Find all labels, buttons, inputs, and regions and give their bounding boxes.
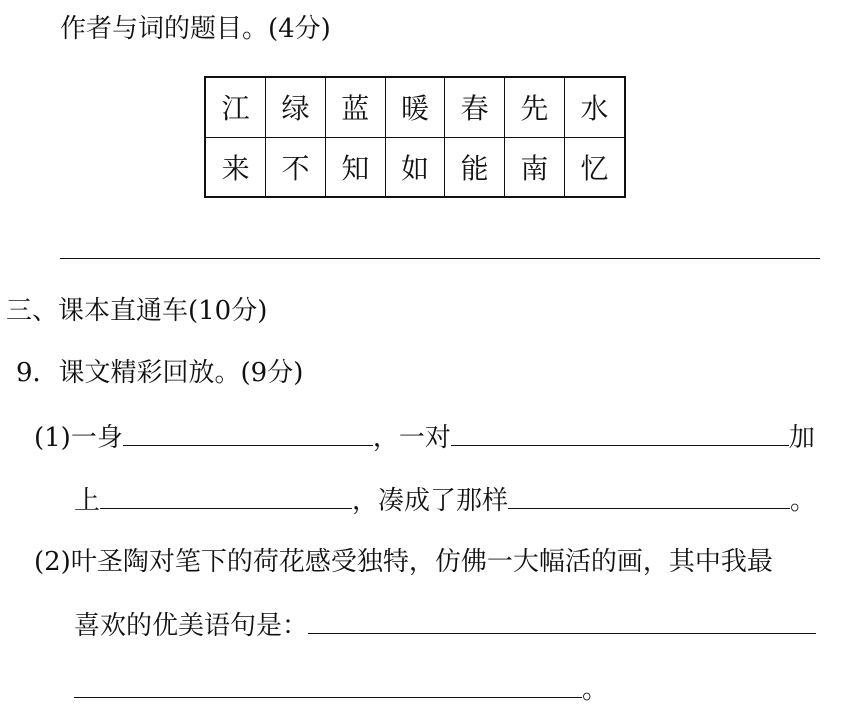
fill-blank[interactable] xyxy=(123,419,373,446)
answer-line[interactable] xyxy=(60,258,820,259)
grid-cell: 能 xyxy=(445,137,505,196)
fill-blank[interactable] xyxy=(508,482,790,509)
grid-cell: 不 xyxy=(266,137,326,196)
grid-row-2 xyxy=(206,137,624,196)
grid-cell: 先 xyxy=(505,78,565,137)
subquestion-1-text: ，一对 xyxy=(372,423,451,453)
grid-row-1 xyxy=(206,78,624,137)
fill-blank[interactable] xyxy=(451,419,789,446)
subquestion-2-text: (2)叶圣陶对笔下的荷花感受独特，仿佛一大幅活的画，其中我最 xyxy=(34,547,773,577)
subquestion-1-text: 。 xyxy=(790,486,817,516)
subquestion-2-line-3 xyxy=(74,671,608,707)
subquestion-2-line-1 xyxy=(34,545,773,579)
grid-cell: 蓝 xyxy=(325,78,385,137)
subquestion-2-text: 。 xyxy=(582,675,609,705)
grid-cell: 知 xyxy=(325,137,385,196)
grid-cell: 水 xyxy=(564,78,624,137)
section-heading-text: 三、课本直通车(10分) xyxy=(6,296,268,326)
subquestion-1-text: 上 xyxy=(74,486,101,516)
subquestion-1-text: 加 xyxy=(788,423,815,453)
grid-cell: 如 xyxy=(385,137,445,196)
subquestion-1-line-2 xyxy=(74,482,816,518)
grid-cell: 江 xyxy=(206,78,266,137)
subquestion-2-text: 喜欢的优美语句是： xyxy=(74,611,309,641)
subquestion-1-label: (1)一身 xyxy=(34,423,123,453)
question-9-heading xyxy=(16,356,303,390)
grid-cell: 忆 xyxy=(564,137,624,196)
character-grid xyxy=(204,76,626,198)
grid-cell: 暖 xyxy=(385,78,445,137)
grid-cell: 南 xyxy=(505,137,565,196)
question-prompt-line xyxy=(60,12,331,46)
grid-cell: 来 xyxy=(206,137,266,196)
subquestion-1-text: ，凑成了那样 xyxy=(352,486,509,516)
question-9-text: 9．课文精彩回放。(9分) xyxy=(16,358,304,388)
subquestion-1-line-1 xyxy=(34,419,815,455)
grid-cell: 绿 xyxy=(266,78,326,137)
section-heading xyxy=(6,294,267,328)
fill-blank[interactable] xyxy=(308,607,816,634)
subquestion-2-line-2 xyxy=(74,607,816,643)
question-prompt-text: 作者与词的题目。(4分) xyxy=(60,14,331,44)
fill-blank[interactable] xyxy=(100,482,352,509)
grid-cell: 春 xyxy=(445,78,505,137)
fill-blank[interactable] xyxy=(74,671,582,698)
